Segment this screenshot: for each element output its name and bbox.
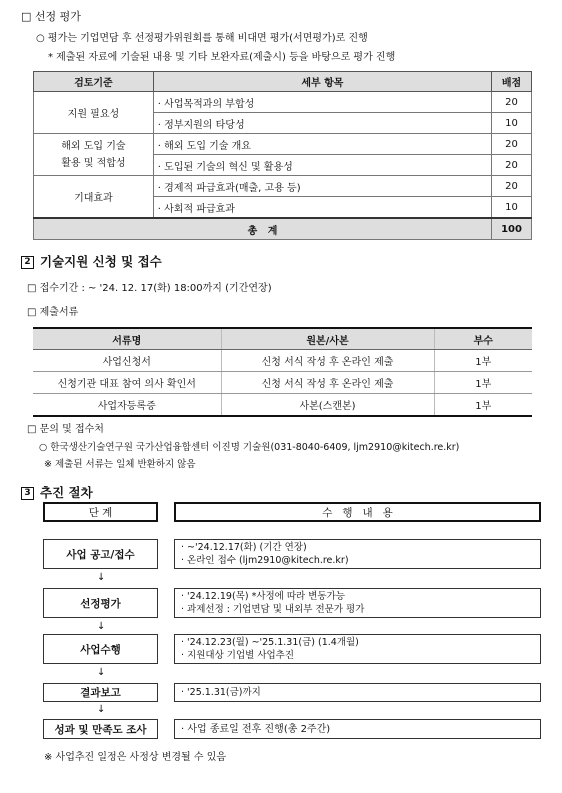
item-cell: · 경제적 파급효과(매출, 고용 등) bbox=[153, 176, 491, 197]
stage-content bbox=[174, 539, 541, 569]
content-line: · '24.12.19(목) *사정에 따라 변동가능 bbox=[181, 591, 345, 602]
doc-name-cell: 사업자등록증 bbox=[33, 394, 221, 417]
criterion-cell bbox=[34, 134, 154, 176]
evaluation-table bbox=[33, 71, 532, 240]
section2-title: 기술지원 신청 및 접수 bbox=[40, 254, 162, 269]
evaluation-title: □ 선정 평가 bbox=[21, 10, 81, 23]
score-cell: 20 bbox=[492, 134, 532, 155]
table-header-cell: 부수 bbox=[434, 328, 532, 350]
table-header-cell: 원본/사본 bbox=[221, 328, 434, 350]
evaluation-note: * 제출된 자료에 기술된 내용 및 기타 보완자료(제출시) 등을 바탕으로 평가 진행 bbox=[48, 52, 396, 63]
evaluation-bullet: ○ 평가는 기업면담 후 선정평가위원회를 통해 비대면 평가(서면평가)로 진행 bbox=[36, 33, 368, 44]
section-number-box: 2 bbox=[21, 256, 34, 269]
down-arrow-icon: ↓ bbox=[97, 621, 106, 632]
table-header-cell: 검토기준 bbox=[34, 72, 154, 92]
process-footnote: ※ 사업추진 일정은 사정상 변경될 수 있음 bbox=[44, 752, 227, 763]
criterion-cell: 지원 필요성 bbox=[34, 92, 154, 134]
stage-content bbox=[174, 634, 541, 664]
doc-name-cell: 신청기관 대표 참여 의사 확인서 bbox=[33, 372, 221, 394]
stage-content bbox=[174, 719, 541, 739]
score-cell: 20 bbox=[492, 176, 532, 197]
down-arrow-icon: ↓ bbox=[97, 704, 106, 715]
stage-content bbox=[174, 588, 541, 618]
content-line: · '25.1.31(금)까지 bbox=[181, 687, 261, 698]
application-period: □ 접수기간 : ~ '24. 12. 17(화) 18:00까지 (기간연장) bbox=[27, 283, 272, 294]
criterion-cell: 기대효과 bbox=[34, 176, 154, 219]
table-row bbox=[34, 176, 532, 197]
table-header-cell: 배점 bbox=[492, 72, 532, 92]
contact-info: ○ 한국생산기술연구원 국가산업융합센터 이진명 기술원(031-8040-6409, ljm2910@kitech.re.kr) bbox=[39, 442, 460, 453]
score-cell: 20 bbox=[492, 92, 532, 113]
content-line: · 사업 종료일 전후 진행(총 2주간) bbox=[181, 723, 331, 735]
section3-heading bbox=[21, 483, 93, 501]
doc-type-cell: 신청 서식 작성 후 온라인 제출 bbox=[221, 350, 434, 372]
stage-header: 단 계 bbox=[43, 502, 158, 522]
stage-box: 사업수행 bbox=[43, 634, 158, 664]
table-row bbox=[33, 350, 532, 372]
item-cell: · 도입된 기술의 혁신 및 활용성 bbox=[153, 155, 491, 176]
criterion-line: 해외 도입 기술 bbox=[61, 140, 126, 152]
item-cell: · 해외 도입 기술 개요 bbox=[153, 134, 491, 155]
table-header-row bbox=[33, 328, 532, 350]
documents-title: □ 제출서류 bbox=[27, 307, 79, 318]
stage-content bbox=[174, 683, 541, 702]
table-row bbox=[33, 372, 532, 394]
doc-count-cell: 1부 bbox=[434, 350, 532, 372]
item-cell: · 사회적 파급효과 bbox=[153, 197, 491, 219]
down-arrow-icon: ↓ bbox=[97, 667, 106, 678]
stage-box: 성과 및 만족도 조사 bbox=[43, 719, 158, 739]
section3-title: 추진 절차 bbox=[40, 485, 93, 500]
score-cell: 20 bbox=[492, 155, 532, 176]
doc-type-cell: 신청 서식 작성 후 온라인 제출 bbox=[221, 372, 434, 394]
section-number-box: 3 bbox=[21, 487, 34, 500]
total-score: 100 bbox=[492, 218, 532, 240]
content-line: · '24.12.23(월) ~'25.1.31(금) (1.4개월) bbox=[181, 637, 359, 648]
stage-box: 사업 공고/접수 bbox=[43, 539, 158, 569]
section2-heading bbox=[21, 252, 162, 270]
table-header-cell: 세부 항목 bbox=[153, 72, 491, 92]
documents-table bbox=[33, 327, 532, 417]
doc-type-cell: 사본(스캔본) bbox=[221, 394, 434, 417]
down-arrow-icon: ↓ bbox=[97, 572, 106, 583]
stage-box: 결과보고 bbox=[43, 683, 158, 702]
table-row bbox=[33, 394, 532, 417]
doc-count-cell: 1부 bbox=[434, 372, 532, 394]
total-row bbox=[34, 218, 532, 240]
doc-name-cell: 사업신청서 bbox=[33, 350, 221, 372]
total-label: 총 계 bbox=[34, 218, 492, 240]
table-row bbox=[34, 92, 532, 113]
content-header: 수 행 내 용 bbox=[174, 502, 541, 522]
table-header-cell: 서류명 bbox=[33, 328, 221, 350]
content-line: · 지원대상 기업별 사업추진 bbox=[181, 650, 295, 661]
score-cell: 10 bbox=[492, 113, 532, 134]
contact-note: ※ 제출된 서류는 일체 반환하지 않음 bbox=[44, 459, 196, 470]
table-row bbox=[34, 134, 532, 155]
contact-title: □ 문의 및 접수처 bbox=[27, 424, 104, 435]
stage-box: 선정평가 bbox=[43, 588, 158, 618]
item-cell: · 사업목적과의 부합성 bbox=[153, 92, 491, 113]
content-line: · 과제선정 : 기업면담 및 내외부 전문가 평가 bbox=[181, 604, 365, 615]
table-header-row bbox=[34, 72, 532, 92]
doc-count-cell: 1부 bbox=[434, 394, 532, 417]
content-line: · ~'24.12.17(화) (기간 연장) bbox=[181, 542, 307, 553]
content-line: · 온라인 접수 (ljm2910@kitech.re.kr) bbox=[181, 555, 349, 566]
score-cell: 10 bbox=[492, 197, 532, 219]
item-cell: · 정부지원의 타당성 bbox=[153, 113, 491, 134]
criterion-line: 활용 및 적합성 bbox=[61, 157, 126, 169]
